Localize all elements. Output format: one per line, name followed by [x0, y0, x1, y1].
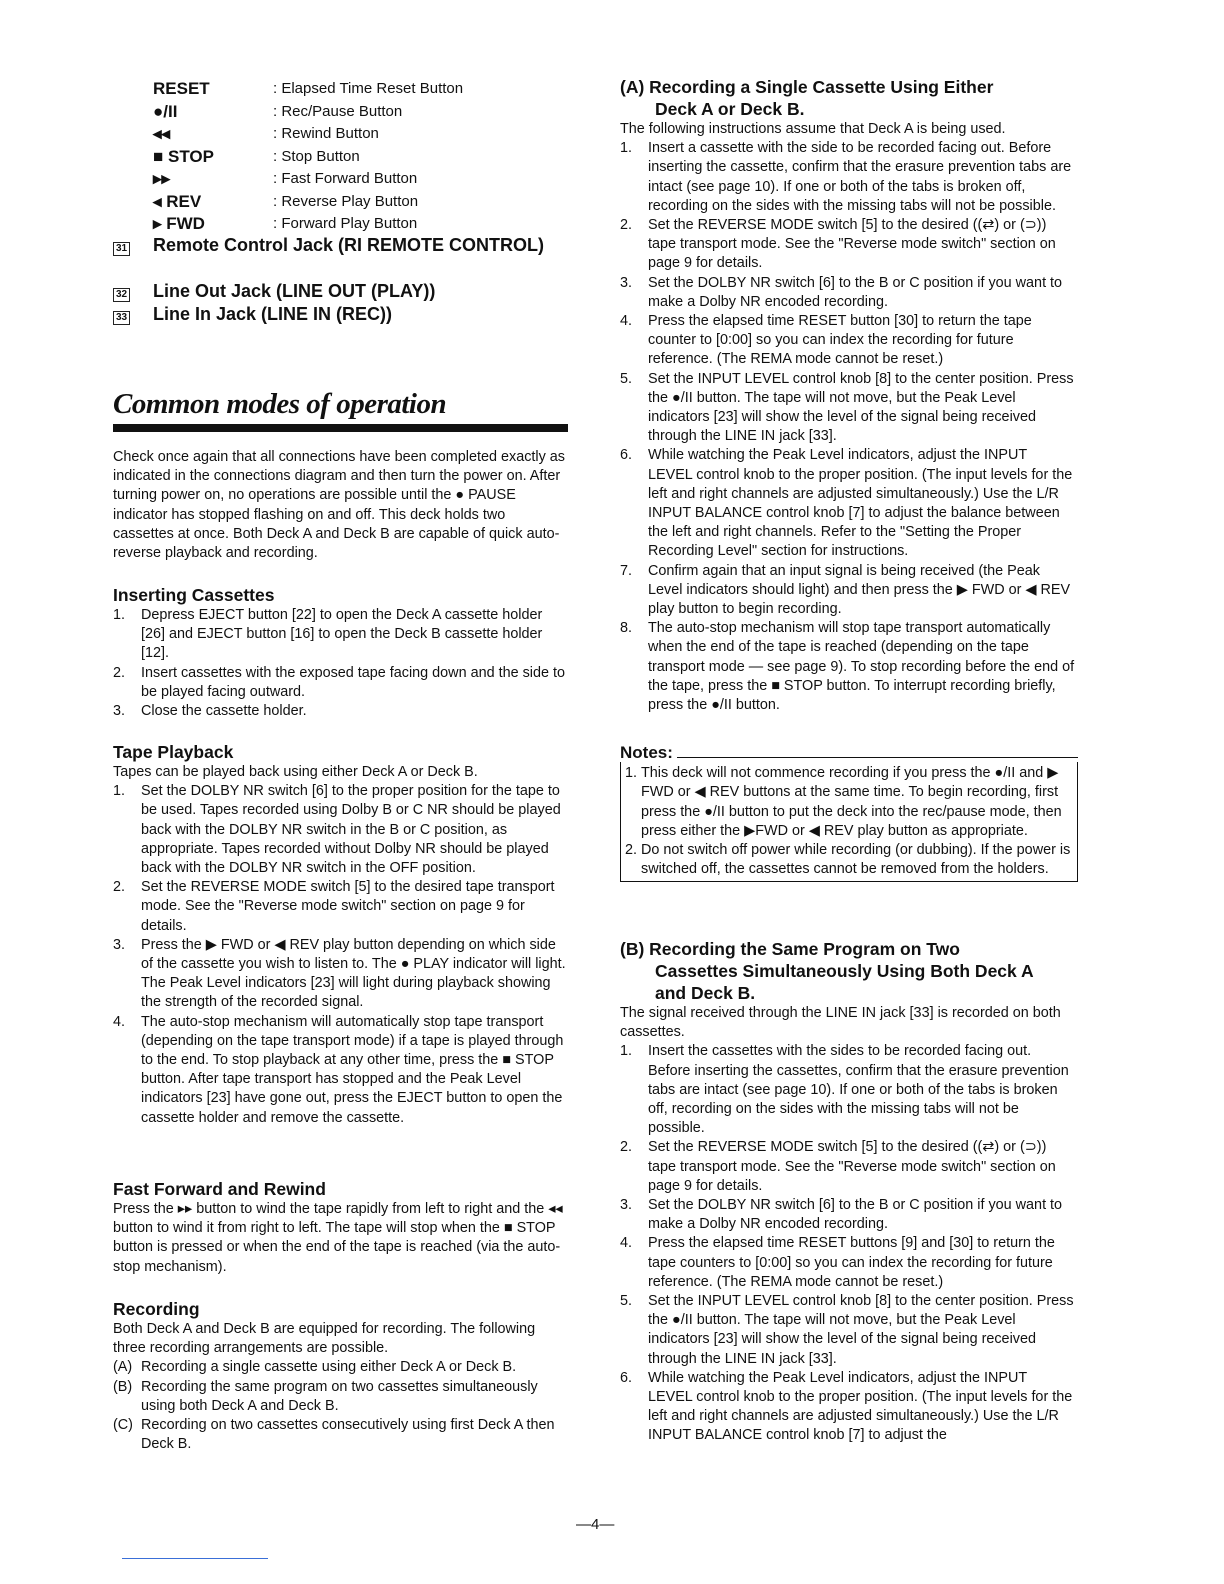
notes-box: [620, 743, 1078, 882]
notes-list: [625, 764, 1071, 879]
playback-lead: Tapes can be played back using either Deck A or Deck B.: [113, 764, 478, 780]
legend-key: ◂ REV: [153, 191, 202, 211]
list-item: [625, 764, 1071, 841]
item-text: While watching the Peak Level indicators, adjust the INPUT LEVEL control knob to the proper position. (The input levels for the left and right channels are adjusted simultaneously.) Use the L/R INPUT BALANCE control knob [7] to adjust the: [648, 1369, 1073, 1444]
ffrew-title: Fast Forward and Rewind: [113, 1179, 326, 1199]
item-number: 2.: [620, 217, 633, 234]
notes-title: Notes:: [620, 743, 673, 762]
list-item: [113, 1378, 568, 1416]
item-number: 3.: [113, 703, 126, 720]
item-text: Press the elapsed time RESET button [30] to return the tape counter to [0:00] so you can index the recording for future reference. (The REMA mode cannot be reset.): [648, 313, 1032, 368]
legend-desc: : Reverse Play Button: [273, 192, 419, 210]
recording-section: [113, 1298, 568, 1454]
item-text: The auto-stop mechanism will stop tape transport automatically when the end of the tape is reached (depending on the tape transport mode — see page 9). To stop recording before the end of the tape, press the ■ STOP button. To interrupt recording briefly, press the ●/II button.: [648, 620, 1075, 714]
legend-key: ▸▸: [153, 169, 171, 188]
list-item: [620, 446, 1075, 561]
list-item: [620, 562, 1075, 620]
legend-row: [153, 78, 573, 101]
list-item: [113, 702, 568, 721]
item-text: Do not switch off power while recording (or dubbing). If the power is switched off, the cassettes cannot be removed from the holders.: [641, 842, 1071, 878]
list-item: [113, 936, 568, 1013]
recording-list: [113, 1358, 568, 1454]
jack-number: 33: [113, 311, 130, 325]
inserting-section: [113, 584, 568, 721]
item-text: Insert the cassettes with the sides to be recorded facing out. Before inserting the cassettes, confirm that the erasure prevention tabs are intact (see page 10). If one or both of the tabs is broken off, recording on the sides with the missing tabs will not be possible.: [648, 1043, 1069, 1137]
legend-row: [153, 123, 573, 146]
item-mark: (B): [113, 1378, 133, 1395]
list-item: [620, 216, 1075, 274]
item-text: Set the INPUT LEVEL control knob [8] to the center position. Press the ●/II button. The tape will not move, but the Peak Level indicators [23] will show the level of the signal being received through the LINE IN jack [33].: [648, 1293, 1074, 1367]
list-item: [620, 1292, 1075, 1369]
list-item: [113, 782, 568, 878]
list-item: [113, 1013, 568, 1128]
button-legend: [153, 78, 573, 236]
legend-desc: : Elapsed Time Reset Button: [273, 80, 464, 97]
item-number: 5.: [620, 370, 633, 387]
jack-32: [113, 280, 563, 303]
item-text: Recording a single cassette using either Deck A or Deck B.: [141, 1359, 517, 1376]
item-number: 3.: [620, 1197, 633, 1214]
item-text: Set the DOLBY NR switch [6] to the B or C position if you want to make a Dolby NR encoded recording.: [648, 274, 1063, 310]
recB-title-line2: Cassettes Simultaneously Using Both Deck A: [655, 961, 1034, 981]
item-number: 6.: [620, 1369, 633, 1386]
item-text: This deck will not commence recording if you press the ●/II and ▶ FWD or ◀ REV buttons at the same time. To begin recording, first press the ●/II button to put the deck into the rec/pause mode, then press either the ▶FWD or ◀ REV play button as appropriate.: [641, 765, 1062, 839]
list-item: [113, 664, 568, 702]
list-item: [620, 1234, 1075, 1292]
jack-33: [113, 303, 563, 326]
item-number: 8.: [620, 620, 633, 637]
item-number: 1.: [113, 607, 126, 623]
legend-desc: : Stop Button: [273, 147, 360, 165]
item-number: 1.: [625, 765, 638, 782]
legend-desc: : Rec/Pause Button: [273, 102, 403, 120]
item-text: Insert cassettes with the exposed tape facing down and the side to be played facing outward.: [141, 664, 565, 700]
recB-section: [620, 938, 1075, 1446]
playback-section: [113, 741, 568, 1128]
legend-key: ■ STOP: [153, 146, 214, 166]
section-title: Common modes of operation: [113, 388, 447, 420]
recB-title-line3: and Deck B.: [655, 983, 756, 1003]
item-number: 1.: [113, 783, 126, 800]
list-item: [620, 1138, 1075, 1196]
list-item: [620, 139, 1075, 216]
section-rule: [113, 424, 568, 432]
item-number: 4.: [113, 1013, 126, 1030]
recording-lead: Both Deck A and Deck B are equipped for recording. The following three recording arrangements are possible.: [113, 1321, 536, 1357]
item-text: Press the elapsed time RESET buttons [9] and [30] to return the tape counters to [0:00] so you can index the recording for future reference. (The REMA mode cannot be reset.): [648, 1235, 1055, 1290]
list-item: [113, 1358, 568, 1377]
recA-title-line2: Deck A or Deck B.: [655, 99, 805, 119]
page-number: —4—: [576, 1516, 615, 1533]
list-item: [113, 878, 568, 936]
recB-list: [620, 1042, 1075, 1445]
recA-lead: The following instructions assume that Deck A is being used.: [620, 121, 1006, 137]
legend-row: [153, 146, 573, 169]
jack-number: 32: [113, 288, 130, 302]
item-number: 5.: [620, 1293, 633, 1310]
list-item: [620, 312, 1075, 370]
item-text: The auto-stop mechanism will automatically stop tape transport (depending on the tape transport mode) if a tape is played through to the end. To stop playback at any other time, press the ■ STOP button. After tape transport has stopped and the Peak Level indicators [23] have gone out, press the EJECT button to open the cassette holder and remove the cassette.: [141, 1013, 564, 1126]
legend-row: [153, 191, 573, 214]
legend-key: ◂◂: [153, 124, 171, 143]
recording-title: Recording: [113, 1299, 200, 1319]
item-number: 6.: [620, 447, 633, 464]
list-item: [113, 606, 568, 664]
item-text: Press the ▶ FWD or ◀ REV play button depending on which side of the cassette you wish to listen to. The ● PLAY indicator will light. The Peak Level indicators [23] will light during playback showing the strength of the recorded signal.: [141, 936, 566, 1011]
item-number: 4.: [620, 313, 633, 330]
item-number: 7.: [620, 562, 633, 579]
jack-title: Remote Control Jack (RI REMOTE CONTROL): [153, 235, 545, 255]
legend-key: ●/II: [153, 101, 178, 121]
list-item: [620, 274, 1075, 312]
recA-section: [620, 76, 1075, 715]
legend-row: [153, 213, 573, 236]
legend-desc: : Forward Play Button: [273, 215, 418, 232]
list-item: [620, 370, 1075, 447]
item-number: 3.: [113, 936, 126, 953]
jack-title: Line In Jack (LINE IN (REC)): [153, 304, 393, 324]
list-item: [113, 1416, 568, 1454]
item-number: 2.: [620, 1139, 633, 1156]
item-text: Set the DOLBY NR switch [6] to the proper position for the tape to be used. Tapes recorded using Dolby B or C NR should be played back with the DOLBY NR switch in the B or C position, as appropriate. Tapes recorded without Dolby NR should be played back with the DOLBY NR switch in the OFF position.: [141, 783, 561, 877]
item-text: Recording the same program on two cassettes simultaneously using both Deck A and Deck B.: [141, 1378, 538, 1414]
ffrew-section: [113, 1178, 568, 1277]
ffrew-text: Press the ▸▸ button to wind the tape rapidly from left to right and the ◂◂ button to wind it from right to left. The tape will stop when the ■ STOP button is pressed or when the end of the tape is reached (via the auto-stop mechanism).: [113, 1201, 563, 1275]
item-text: Set the REVERSE MODE switch [5] to the desired tape transport mode. See the "Reverse mode switch" section on page 9 for details.: [141, 879, 555, 934]
recA-title-line1: (A) Recording a Single Cassette Using Either: [620, 77, 994, 97]
playback-list: [113, 782, 568, 1128]
recB-title-line1: (B) Recording the Same Program on Two: [620, 939, 960, 959]
list-item: [620, 1369, 1075, 1446]
legend-key: ▸ FWD: [153, 214, 205, 233]
legend-key: RESET: [153, 79, 210, 98]
intro-text: Check once again that all connections have been completed exactly as indicated in the connections diagram and then turn the power on. After turning power on, no operations are possible until the ● PAUSE indicator has stopped flashing on and off. This deck holds two cassettes at once. Both Deck A and Deck B are capable of quick auto-reverse playback and recording.: [113, 449, 565, 562]
item-text: Confirm again that an input signal is being received (the Peak Level indicators should light) and then press the ▶ FWD or ◀ REV play button to begin recording.: [648, 562, 1071, 618]
legend-desc: : Rewind Button: [273, 125, 379, 142]
legend-row: [153, 168, 573, 191]
recB-lead: The signal received through the LINE IN jack [33] is recorded on both cassettes.: [620, 1005, 1061, 1041]
inserting-title: Inserting Cassettes: [113, 585, 275, 605]
item-text: Insert a cassette with the side to be recorded facing out. Before inserting the cassette, confirm that the erasure prevention tabs are intact (see page 10). If one or both of the tabs is broken off, recording on the sides with the missing tabs will not be possible.: [648, 140, 1072, 214]
item-number: 1.: [620, 140, 633, 157]
legend-desc: : Fast Forward Button: [273, 170, 418, 187]
item-number: 4.: [620, 1235, 633, 1252]
jack-31: [113, 234, 563, 257]
item-mark: (C): [113, 1417, 133, 1434]
item-text: Set the REVERSE MODE switch [5] to the desired ((⇄) or (⊃)) tape transport mode. See the "Reverse mode switch" section on page 9 for details.: [648, 217, 1056, 272]
item-text: Set the INPUT LEVEL control knob [8] to the center position. Press the ●/II button. The tape will not move, but the Peak Level indicators [23] will show the level of the signal being received through the LINE IN jack [33].: [648, 370, 1074, 445]
item-number: 2.: [113, 879, 126, 896]
list-item: [625, 841, 1071, 879]
recA-list: [620, 139, 1075, 715]
item-number: 2.: [113, 664, 126, 681]
item-text: Close the cassette holder.: [141, 703, 307, 720]
legend-row: [153, 101, 573, 124]
item-text: Depress EJECT button [22] to open the Deck A cassette holder [26] and EJECT button [16] to open the Deck B cassette holder [12].: [141, 607, 543, 662]
inserting-list: [113, 606, 568, 721]
item-number: 1.: [620, 1043, 633, 1060]
intro-paragraph: [113, 448, 568, 563]
list-item: [620, 1042, 1075, 1138]
playback-title: Tape Playback: [113, 742, 234, 762]
item-text: Recording on two cassettes consecutively using first Deck A then Deck B.: [141, 1417, 555, 1453]
item-number: 2.: [625, 842, 638, 859]
item-mark: (A): [113, 1359, 133, 1376]
jack-title: Line Out Jack (LINE OUT (PLAY)): [153, 281, 436, 301]
list-item: [620, 619, 1075, 715]
jack-number: 31: [113, 242, 130, 256]
footer-rule: [122, 1558, 268, 1559]
item-number: 3.: [620, 274, 633, 291]
item-text: Set the DOLBY NR switch [6] to the B or C position if you want to make a Dolby NR encoded recording.: [648, 1197, 1063, 1233]
item-text: While watching the Peak Level indicators, adjust the INPUT LEVEL control knob to the proper position. (The input levels for the left and right channels are adjusted simultaneously.) Use the L/R INPUT BALANCE control knob [7] to adjust the balance between the left and right channels. Refer to the "Setting the Proper Recording Level" section for instructions.: [648, 447, 1073, 560]
list-item: [620, 1196, 1075, 1234]
item-text: Set the REVERSE MODE switch [5] to the desired ((⇄) or (⊃)) tape transport mode. See the "Reverse mode switch" section on page 9 for details.: [648, 1139, 1056, 1194]
